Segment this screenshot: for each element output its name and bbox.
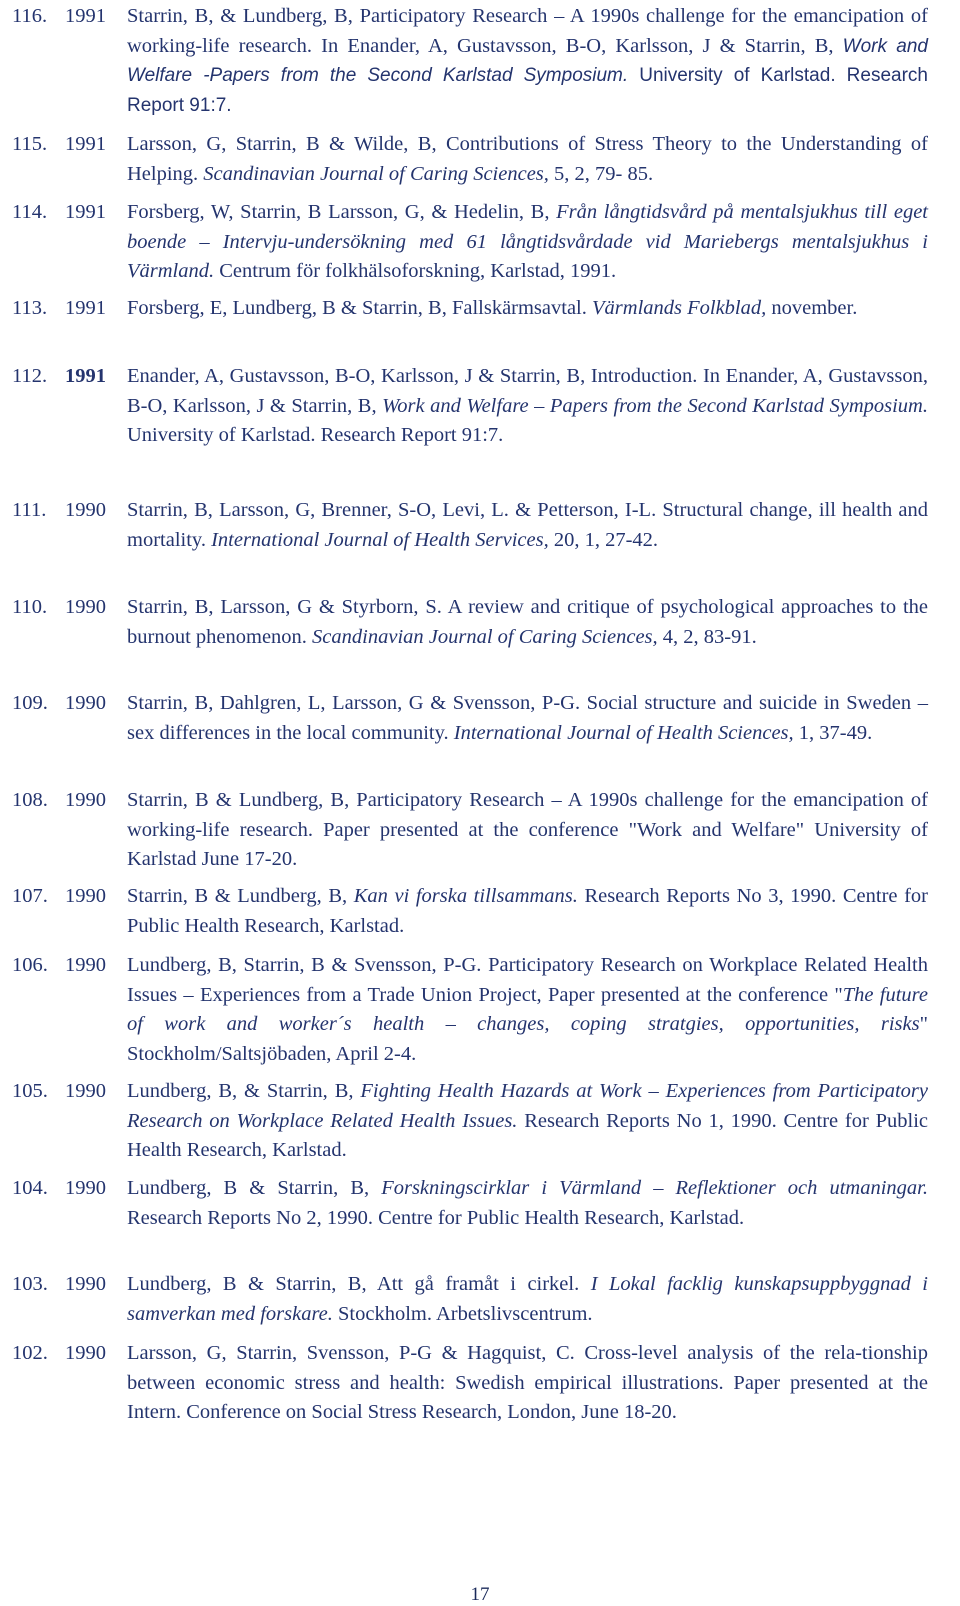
entry-year: 1990	[65, 789, 106, 811]
entry-year: 1991	[65, 201, 106, 223]
entry-number: 112.	[12, 365, 48, 387]
entry-citation	[127, 951, 928, 1069]
entry-citation	[127, 2, 928, 120]
entry-year: 1990	[65, 1342, 106, 1364]
citation-segment: 5, 2, 79- 85.	[548, 162, 654, 185]
entry-number: 109.	[12, 692, 48, 714]
entry-year: 1991	[65, 133, 106, 155]
citation-segment: Lundberg, B & Starrin, B,	[127, 1177, 382, 1199]
citation-segment: Värmlands Folkblad,	[592, 297, 767, 319]
entry-number: 116.	[12, 5, 48, 27]
citation-segment: Forsberg, E, Lundberg, B & Starrin, B, Fallskärmsavtal.	[127, 297, 593, 319]
citation-segment: The future of work and worker´s health – changes, coping stratgies, opportunities, risks	[127, 983, 928, 1035]
citation-segment: Starrin, B, Larsson, G, Brenner, S-O, Levi, L. & Petterson, I-L. Structural change, ill health and mortality.	[127, 499, 928, 551]
citation-segment: 20, 1, 27-42.	[548, 528, 659, 551]
citation-segment: Stockholm. Arbetslivscentrum.	[332, 1302, 593, 1325]
entry-citation	[127, 198, 928, 287]
entry-number: 110.	[12, 596, 48, 618]
entry-number: 113.	[12, 297, 48, 319]
citation-segment: Work and Welfare -Papers from the Second Karlstad Symposium.	[127, 35, 928, 86]
entry-number: 107.	[12, 885, 48, 907]
entry-citation	[127, 786, 928, 875]
citation-segment: Centrum för folkhälsoforskning, Karlstad, 1991.	[214, 260, 617, 282]
entry-number: 115.	[12, 133, 48, 155]
entry-year: 1990	[65, 885, 106, 907]
entry-number: 106.	[12, 954, 48, 976]
entry-citation	[127, 593, 928, 652]
entry-number: 108.	[12, 789, 48, 811]
entry-number: 114.	[12, 201, 48, 223]
entry-number: 102.	[12, 1342, 48, 1364]
citation-segment: Enander, A, Gustavsson, B-O, Karlsson, J & Starrin, B, Introduction. In Enander, A, Gustavsson, B-O, Karlsson, J & Starrin, B,	[127, 365, 928, 417]
citation-segment: Lundberg, B, & Starrin, B,	[127, 1080, 361, 1102]
entry-year: 1990	[65, 1080, 106, 1102]
citation-segment: Starrin, B, Larsson, G & Styrborn, S. A review and critique of psychological approaches to the burnout phenomenon.	[127, 596, 928, 648]
entry-citation	[127, 1174, 928, 1233]
entry-citation	[127, 362, 928, 451]
citation-segment: Starrin, B & Lundberg, B, Participatory Research – A 1990s challenge for the emancipation of working-life research. Paper presented at the conference "Work and Welfare" University of Karlstad June 17-20.	[127, 789, 928, 870]
entry-citation	[127, 1270, 928, 1329]
citation-segment: Starrin, B, Dahlgren, L, Larsson, G & Svensson, P-G. Social structure and suicide in Sweden – sex differences in the local community.	[127, 692, 928, 744]
citation-segment: Starrin, B, & Lundberg, B, Participatory Research – A 1990s challenge for the emancipation of working-life research. In Enander, A, Gustavsson, B-O, Karlsson, J & Starrin, B,	[127, 5, 928, 57]
entry-citation	[127, 130, 928, 189]
citation-segment: I Lokal facklig kunskapsuppbyggnad i samverkan med forskare.	[127, 1273, 928, 1325]
entry-number: 103.	[12, 1273, 48, 1295]
entry-year: 1990	[65, 1273, 106, 1295]
citation-segment: Forsberg, W, Starrin, B Larsson, G, & Hedelin, B,	[127, 201, 557, 223]
entry-citation	[127, 1339, 928, 1428]
citation-segment: University of Karlstad. Research Report 91:7.	[127, 424, 504, 446]
citation-segment: University of Karlstad. Research Report 91:7.	[127, 65, 928, 116]
citation-segment: 4, 2, 83-91.	[657, 625, 757, 648]
citation-segment: Research Reports No 1, 1990. Centre for Public Health Research, Karlstad.	[127, 1109, 928, 1161]
citation-segment: Work and Welfare – Papers from the Second Karlstad Symposium.	[382, 394, 928, 417]
citation-segment: Kan vi forska tillsammans.	[353, 885, 578, 907]
citation-segment: Från långtidsvård på mentalsjukhus till eget boende – Intervju-undersökning med 61 långtidsvårdade vid Mariebergs mentalsjukhus i Värmland.	[127, 201, 929, 282]
citation-segment: 1, 37-49.	[793, 721, 873, 744]
citation-segment: Larsson, G, Starrin, Svensson, P-G & Hagquist, C. Cross-level analysis of the rela-tionship between economic stress and health: Swedish empirical illustrations. Paper presented at the Intern. Conference on Social Stress Research, London, June 18-20.	[127, 1342, 928, 1423]
entry-year: 1990	[65, 954, 106, 976]
entry-citation	[127, 496, 928, 555]
entry-number: 104.	[12, 1177, 48, 1199]
citation-segment: november.	[766, 297, 858, 319]
citation-segment: Scandinavian Journal of Caring Sciences,	[203, 162, 549, 185]
citation-segment: Forskningscirklar i Värmland – Reflektioner och utmaningar.	[381, 1177, 928, 1199]
entry-year: 1990	[65, 499, 106, 521]
entry-citation	[127, 882, 928, 941]
citation-segment: Lundberg, B & Starrin, B, Att gå framåt i cirkel.	[127, 1273, 591, 1295]
entry-citation	[127, 294, 928, 324]
citation-segment: Scandinavian Journal of Caring Sciences,	[312, 625, 658, 648]
entry-year: 1991	[65, 5, 106, 27]
citation-segment: Research Reports No 2, 1990. Centre for Public Health Research, Karlstad.	[127, 1206, 745, 1229]
entry-year: 1990	[65, 1177, 106, 1199]
citation-segment: Fighting Health Hazards at Work – Experiences from Participatory Research on Workplace Related Health Issues.	[127, 1080, 928, 1132]
page-number: 17	[470, 1584, 490, 1605]
entry-citation	[127, 689, 928, 748]
citation-segment: Research Reports No 3, 1990. Centre for Public Health Research, Karlstad.	[127, 885, 929, 937]
entry-citation	[127, 1077, 928, 1166]
citation-segment: " Stockholm/Saltsjöbaden, April 2-4.	[127, 1013, 928, 1065]
entry-year: 1991	[65, 297, 106, 319]
citation-segment: Starrin, B & Lundberg, B,	[127, 885, 354, 907]
entry-year: 1991	[65, 365, 106, 387]
entry-year: 1990	[65, 596, 106, 618]
citation-segment: Larsson, G, Starrin, B & Wilde, B, Contributions of Stress Theory to the Understanding of Helping.	[127, 133, 928, 185]
entry-number: 105.	[12, 1080, 48, 1102]
entry-year: 1990	[65, 692, 106, 714]
entry-number: 111.	[12, 499, 47, 521]
citation-segment: International Journal of Health Services,	[211, 528, 549, 551]
citation-segment: Lundberg, B, Starrin, B & Svensson, P-G. Participatory Research on Workplace Related Health Issues – Experiences from a Trade Union Project, Paper presented at the conference "	[127, 954, 928, 1006]
citation-segment: International Journal of Health Sciences,	[453, 721, 794, 744]
